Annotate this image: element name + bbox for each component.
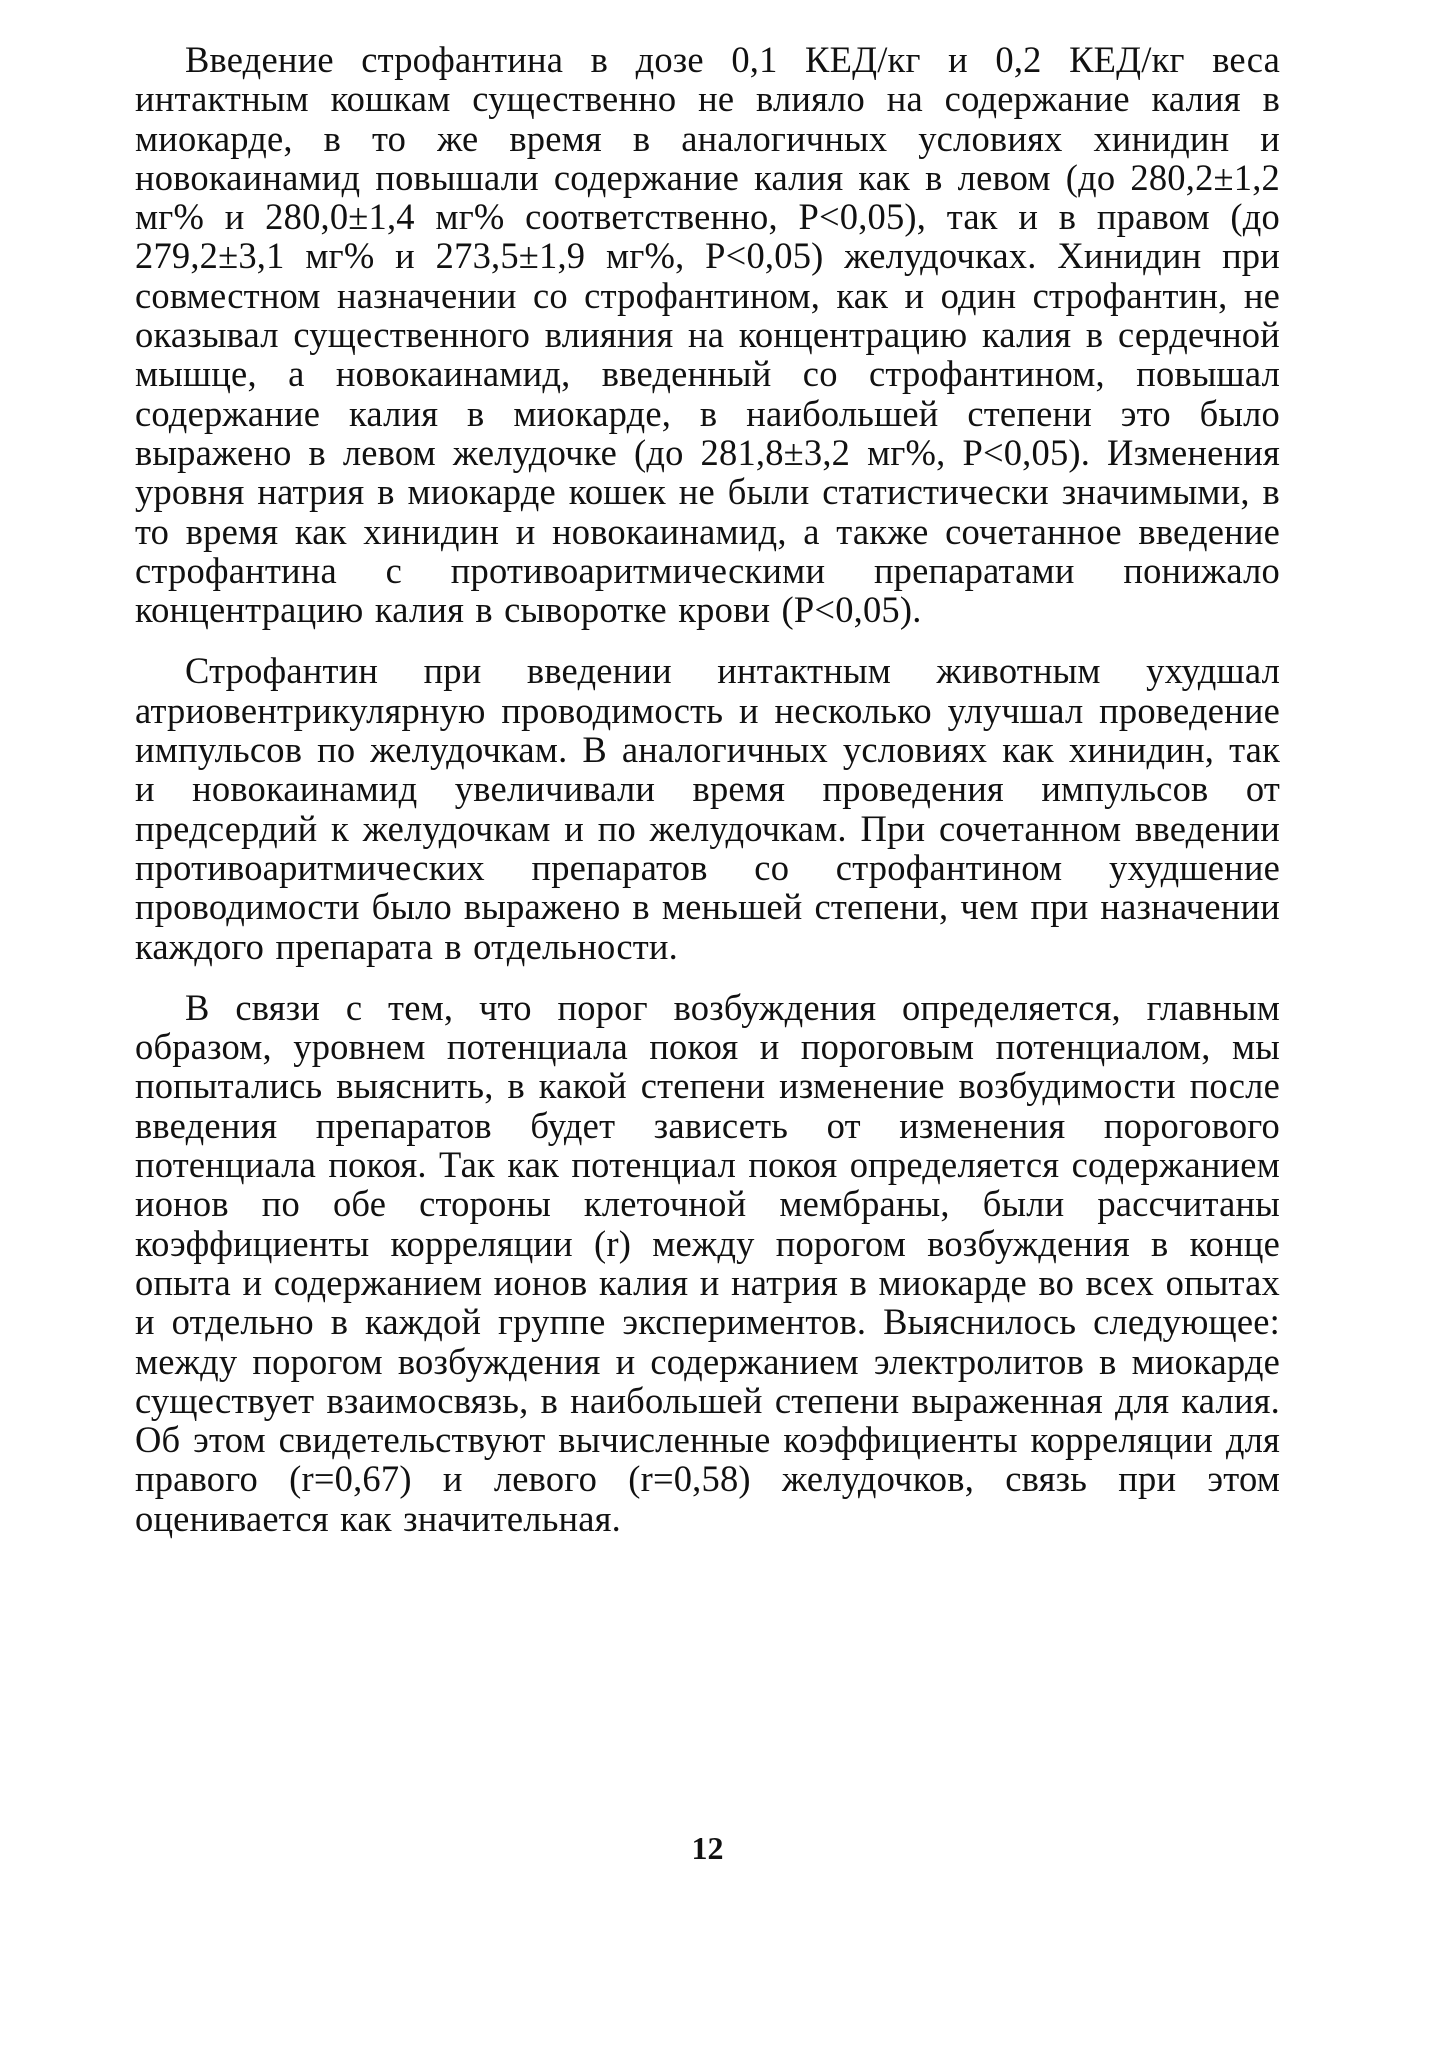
document-page [135, 40, 1280, 1980]
paragraph-correlation: В связи с тем, что порог возбуждения определяется, главным образом, уровнем потенциала покоя и пороговым потенциалом, мы попытались выяснить, в какой степени изменение возбудимости после введения препаратов будет зависеть от изменения порогового потенциала покоя. Так как потенциал покоя определяется содержанием ионов по обе стороны клеточной мембраны, были рассчитаны коэффициенты корреляции (r) между порогом возбуждения в конце опыта и содержанием ионов калия и натрия в миокарде во всех опытах и отдельно в каждой группе экспериментов. Выяснилось следующее: между порогом возбуждения и содержанием электролитов в миокарде существует взаимосвязь, в наибольшей степени выраженная для калия. Об этом свидетельствуют вычисленные коэффициенты корреляции для правого (r=0,67) и левого (r=0,58) желудочков, связь при этом оценивается как значительная. [135, 986, 1280, 1539]
page-number: 12 [691, 1830, 724, 1866]
paragraph-potassium-content: Введение строфантина в дозе 0,1 КЕД/кг и 0,2 КЕД/кг веса интактным кошкам существенно не влияло на содержание калия в миокарде, в то же время в аналогичных условиях хинидин и новокаинамид повышали содержание калия как в левом (до 280,2±1,2 мг% и 280,0±1,4 мг% соответственно, P<0,05), так и в правом (до 279,2±3,1 мг% и 273,5±1,9 мг%, P<0,05) желудочках. Хинидин при совместном назначении со строфантином, как и один строфантин, не оказывал существенного влияния на концентрацию калия в сердечной мышце, а новокаинамид, введенный со строфантином, повышал содержание калия в миокарде, в наибольшей степени это было выражено в левом желудочке (до 281,8±3,2 мг%, P<0,05). Изменения уровня натрия в миокарде кошек не были статистически значимыми, в то время как хинидин и новокаинамид, а также сочетанное введение строфантина с противоаритмическими препаратами понижало концентрацию калия в сыворотке крови (P<0,05). [135, 39, 1280, 631]
paragraph-conduction: Строфантин при введении интактным животным ухудшал атриовентрикулярную проводимость и несколько улучшал проведение импульсов по желудочкам. В аналогичных условиях как хинидин, так и новокаинамид увеличивали время проведения импульсов от предсердий к желудочкам и по желудочкам. При сочетанном введении противоаритмических препаратов со строфантином ухудшение проводимости было выражено в меньшей степени, чем при назначении каждого препарата в отдельности. [135, 650, 1280, 967]
